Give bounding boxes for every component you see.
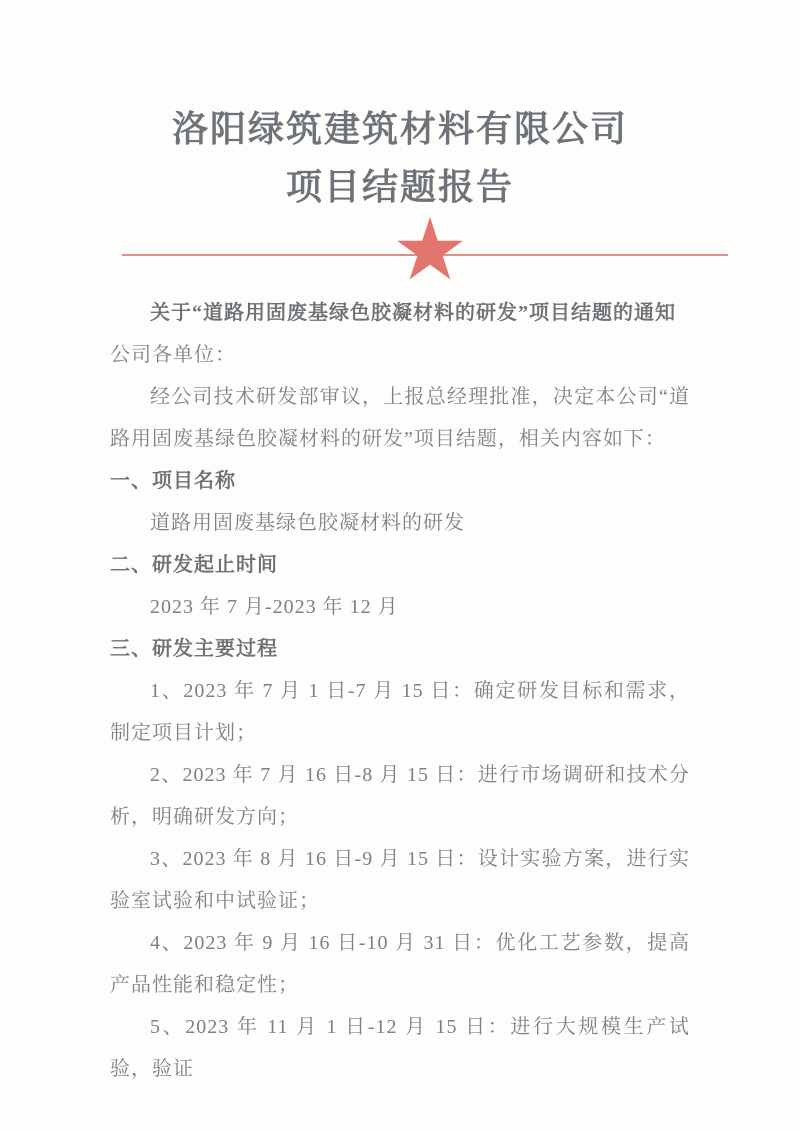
document-title-block <box>0 100 800 216</box>
section-1-body: 道路用固废基绿色胶凝材料的研发 <box>150 512 465 534</box>
process-item-4: 4、2023 年 9 月 16 日-10 月 31 日：优化工艺参数，提高产品性能和稳定性； <box>110 932 690 996</box>
section-3-heading: 三、研发主要过程 <box>110 638 278 660</box>
process-item-1: 1、2023 年 7 月 1 日-7 月 15 日：确定研发目标和需求，制定项目计划； <box>110 680 690 744</box>
section-2-heading: 二、研发起止时间 <box>110 554 278 576</box>
report-title: 项目结题报告 <box>285 167 514 207</box>
process-item-5: 5、2023 年 11 月 1 日-12 月 15 日：进行大规模生产试验，验证 <box>110 1016 690 1080</box>
process-item-3: 3、2023 年 8 月 16 日-9 月 15 日：设计实验方案，进行实验室试验和中试验证； <box>110 848 690 912</box>
section-1-heading: 一、项目名称 <box>110 470 236 492</box>
intro-paragraph: 经公司技术研发部审议，上报总经理批准，决定本公司“道路用固废基绿色胶凝材料的研发”项目结题，相关内容如下： <box>110 386 690 450</box>
notice-subject: 关于“道路用固废基绿色胶凝材料的研发”项目结题的通知 <box>150 302 676 324</box>
company-name-title: 洛阳绿筑建筑材料有限公司 <box>171 109 628 149</box>
process-item-2: 2、2023 年 7 月 16 日-8 月 15 日：进行市场调研和技术分析，明确研发方向； <box>110 764 690 828</box>
section-2-body: 2023 年 7 月-2023 年 12 月 <box>150 596 399 618</box>
document-body <box>110 292 690 1090</box>
salutation-line: 公司各单位： <box>110 344 236 366</box>
red-star-icon <box>394 213 466 287</box>
